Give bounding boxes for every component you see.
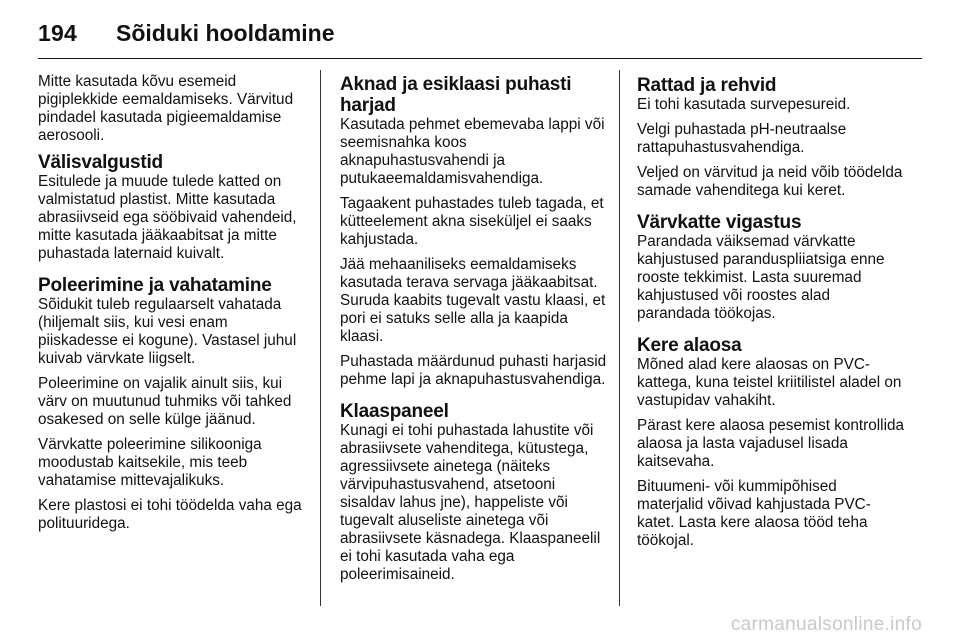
page-title: Sõiduki hooldamine xyxy=(116,20,335,46)
column-1 xyxy=(38,68,308,545)
column-divider-1 xyxy=(320,70,321,606)
paragraph: Värvkatte poleerimine silikooniga moodustab kaitsekile, mis teeb vahatamise mittevajalikuks. xyxy=(38,436,262,489)
section-kere-alaosa xyxy=(637,335,905,550)
section-heading: Värvkatte vigastus xyxy=(637,212,802,233)
header-rule xyxy=(38,58,922,59)
column-2 xyxy=(340,68,610,596)
paragraph: Kasutada pehmet ebemevaba lappi või seemisnahka koos aknapuhastusvahendi ja putukaeemaldamisvahendiga. xyxy=(340,116,605,187)
paragraph: Sõidukit tuleb regulaarselt vahatada (hiljemalt siis, kui vesi enam piiskadesse ei kogune). Vastasel juhul kuivab värvkate liigselt. xyxy=(38,296,297,367)
paragraph: Kere plastosi ei tohi töödelda vaha ega polituuridega. xyxy=(38,497,302,532)
section-aknad xyxy=(340,74,610,389)
section-heading: Poleerimine ja vahatamine xyxy=(38,275,272,296)
paragraph: Poleerimine on vajalik ainult siis, kui värv on muutunud tuhmiks või tahked osakesed on selle külge jäänud. xyxy=(38,375,292,428)
paragraph: Kunagi ei tohi puhastada lahustite või abrasiivsete vahenditega, kütustega, agressiivsete ainetega (näiteks värvipuhastusvahend, atsetooni sisaldav lahus jne), happeliste või tugevalt aluseliste ainetega või abrasiivsete käsnadega. Klaaspaneelil ei tohi kasutada vaha ega poleerimisaineid. xyxy=(340,422,601,583)
paragraph: Veljed on värvitud ja neid võib töödelda samade vahenditega kui keret. xyxy=(637,164,903,199)
section-poleerimine xyxy=(38,275,308,533)
paragraph: Bituumeni- või kummipõhised materjalid võivad kahjustada PVC-katet. Lasta kere alaosa tööd teha töökojal. xyxy=(637,478,871,549)
paragraph: Mõned alad kere alaosas on PVC-kattega, kuna teistel kriitilistel aladel on vastupidav vahakiht. xyxy=(637,356,902,409)
section-klaaspaneel xyxy=(340,401,610,584)
page-number: 194 xyxy=(38,20,77,46)
paragraph: Tagaakent puhastades tuleb tagada, et kütteelement akna siseküljel ei saaks kahjustada. xyxy=(340,195,604,248)
paragraph: Esitulede ja muude tulede katted on valmistatud plastist. Mitte kasutada abrasiivseid ega sööbivaid vahendeid, mitte kasutada jääkaabitsat ja mitte puhastada laternaid kuivalt. xyxy=(38,173,297,262)
paragraph: Puhastada määrdunud puhasti harjasid pehme lapi ja aknapuhastusvahendiga. xyxy=(340,353,607,388)
section-heading: Aknad ja esiklaasi puhasti harjad xyxy=(340,74,572,116)
column-divider-2 xyxy=(619,70,620,606)
section-heading: Välisvalgustid xyxy=(38,152,163,173)
intro-paragraph: Mitte kasutada kõvu esemeid pigiplekkide eemaldamiseks. Värvitud pindadel kasutada pigieemaldamise aerosooli. xyxy=(38,73,294,144)
section-rattad xyxy=(637,75,905,200)
section-valisvalgustid xyxy=(38,152,308,263)
paragraph: Pärast kere alaosa pesemist kontrollida alaosa ja lasta vajadusel lisada kaitsevaha. xyxy=(637,417,904,470)
page-header xyxy=(0,14,960,54)
section-heading: Klaaspaneel xyxy=(340,401,449,422)
section-heading: Kere alaosa xyxy=(637,335,742,356)
section-heading: Rattad ja rehvid xyxy=(637,75,777,96)
column-3 xyxy=(637,68,905,562)
paragraph: Velgi puhastada pH-neutraalse rattapuhastusvahendiga. xyxy=(637,121,847,156)
watermark-text: carmanualsonline.info xyxy=(730,614,922,635)
paragraph: Parandada väiksemad värvkatte kahjustused paranduspliiatsiga enne rooste tekkimist. Lasta suuremad kahjustused või roostes alad parandada töökojas. xyxy=(637,233,885,322)
paragraph: Jää mehaaniliseks eemaldamiseks kasutada terava servaga jääkaabitsat. Suruda kaabits tugevalt vastu klaasi, et pori ei satuks selle alla ja kaapida klaasi. xyxy=(340,256,606,345)
paragraph: Ei tohi kasutada survepesureid. xyxy=(637,96,851,113)
section-varvkatte-vigastus xyxy=(637,212,905,323)
